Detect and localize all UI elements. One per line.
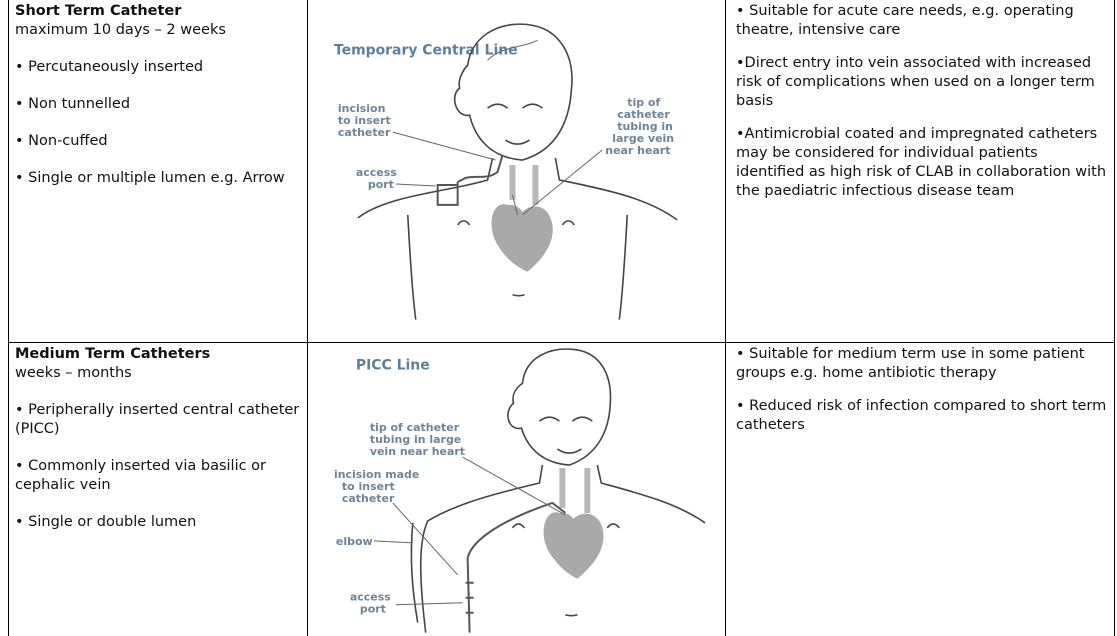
temporary-central-line-illustration bbox=[308, 0, 725, 339]
elbow-leader-line bbox=[374, 541, 413, 543]
navel-shape bbox=[513, 295, 525, 296]
heart-shape bbox=[491, 204, 552, 271]
catheter-tubing bbox=[438, 155, 503, 205]
label-incision-line-3: catheter bbox=[337, 126, 391, 140]
label-incision-line-1: incision made bbox=[333, 468, 420, 482]
list-item: • Single or multiple lumen e.g. Arrow bbox=[15, 170, 285, 186]
label-incision-line-3: catheter bbox=[341, 492, 395, 506]
label-tip-line-1: tip of catheter bbox=[369, 421, 460, 435]
eyes-shape bbox=[488, 104, 543, 108]
list-item: • Peripherally inserted central catheter (PICC) bbox=[15, 402, 300, 438]
row-title: Medium Term Catheters bbox=[15, 346, 211, 363]
mouth-shape bbox=[557, 449, 581, 453]
list-item: • Single or double lumen bbox=[15, 514, 197, 531]
list-item: •Direct entry into vein associated with increased risk of complications when used on a longer term basis bbox=[736, 55, 1095, 109]
picc-line-illustration bbox=[308, 343, 725, 633]
cell-short-term-notes bbox=[726, 0, 1115, 343]
list-item: •Antimicrobial coated and impregnated catheters may be considered for individual patients identified as high risk of CLAB in collaboration with the paediatric infectious disease team bbox=[736, 126, 1107, 199]
catheter-table bbox=[8, 0, 1115, 636]
cell-temporary-central-line-illustration bbox=[308, 0, 726, 343]
label-incision-line-2: to insert bbox=[341, 480, 395, 494]
incision-leader-line bbox=[393, 132, 496, 160]
label-access-line-2: port bbox=[359, 602, 386, 616]
child-head-shape bbox=[508, 349, 611, 465]
cell-picc-line-illustration bbox=[308, 343, 726, 636]
row-title: Short Term Catheter bbox=[15, 3, 182, 19]
table-row-medium-term bbox=[9, 343, 1115, 636]
row-subtitle: weeks – months bbox=[15, 365, 132, 382]
label-access-line-1: access bbox=[355, 165, 397, 179]
table-row-short-term bbox=[9, 0, 1115, 343]
arm-outline bbox=[411, 523, 417, 623]
label-incision-line-1: incision bbox=[337, 102, 386, 116]
list-item: • Suitable for medium term use in some patient groups e.g. home antibiotic therapy bbox=[736, 346, 1085, 382]
list-item: • Reduced risk of infection compared to short term catheters bbox=[736, 398, 1107, 434]
neck-vessels bbox=[562, 468, 587, 513]
label-tip-line-3: tubing in bbox=[617, 120, 673, 134]
label-tip-line-2: catheter bbox=[617, 108, 670, 122]
access-leader-line bbox=[396, 603, 463, 605]
label-tip-line-1: tip of bbox=[627, 96, 661, 110]
incision-leader-line bbox=[393, 503, 458, 575]
list-item: • Percutaneously inserted bbox=[15, 59, 204, 75]
list-item: • Non tunnelled bbox=[15, 96, 131, 112]
list-item: • Non-cuffed bbox=[15, 133, 108, 149]
access-leader-line bbox=[396, 184, 436, 186]
label-tip-line-4: large vein bbox=[612, 132, 675, 146]
navel-shape bbox=[565, 615, 577, 616]
label-access-line-2: port bbox=[367, 177, 394, 191]
label-tip-line-3: vein near heart bbox=[369, 445, 466, 459]
label-incision-line-2: to insert bbox=[337, 114, 391, 128]
list-item: • Commonly inserted via basilic or cephalic vein bbox=[15, 458, 267, 494]
label-elbow: elbow bbox=[335, 535, 373, 549]
illustration-title: PICC Line bbox=[355, 357, 430, 374]
label-access-line-1: access bbox=[349, 590, 391, 604]
cell-medium-term-notes bbox=[726, 343, 1115, 636]
illustration-title: Temporary Central Line bbox=[333, 42, 518, 59]
label-tip-line-2: tubing in large bbox=[369, 433, 462, 447]
cell-medium-term-description bbox=[9, 343, 308, 636]
neck-vessels bbox=[513, 165, 536, 205]
heart-shape bbox=[544, 513, 604, 579]
eyes-shape bbox=[539, 417, 592, 421]
cell-short-term-description bbox=[9, 0, 308, 343]
tip-leader-line bbox=[463, 457, 566, 515]
list-item: • Suitable for acute care needs, e.g. operating theatre, intensive care bbox=[736, 3, 1074, 38]
catheter-arm-tubing bbox=[468, 558, 470, 633]
label-tip-line-5: near heart bbox=[605, 144, 671, 158]
row-subtitle: maximum 10 days – 2 weeks bbox=[15, 22, 226, 38]
mouth-shape bbox=[506, 140, 530, 144]
